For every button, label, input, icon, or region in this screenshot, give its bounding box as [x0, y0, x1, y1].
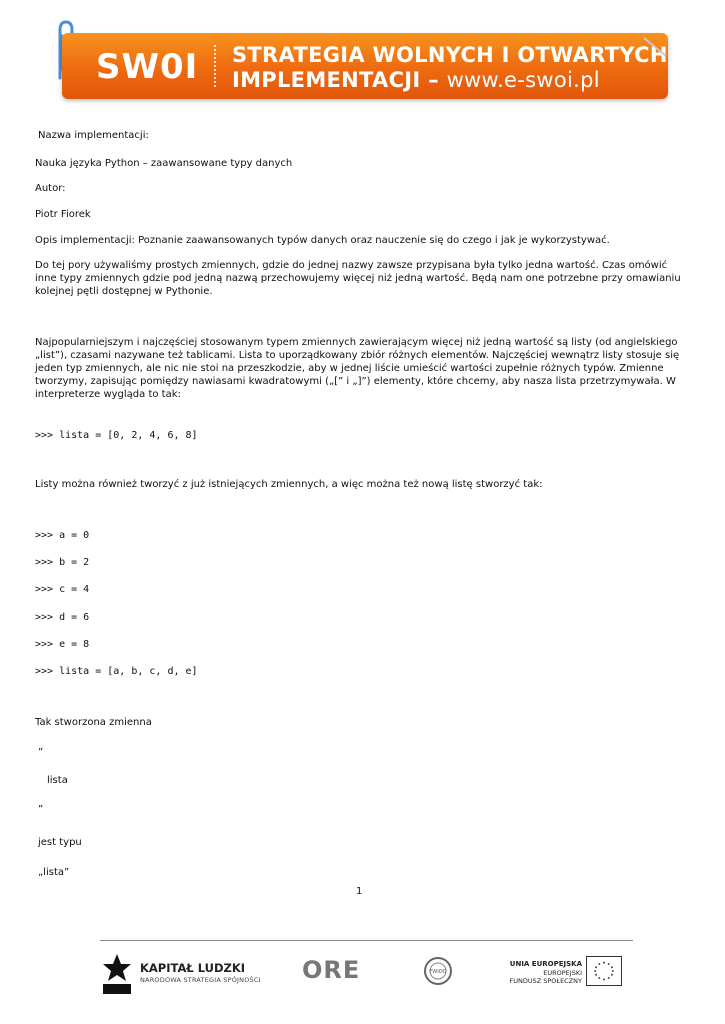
seal-logo — [423, 956, 453, 986]
jest-typu: jest typu — [38, 837, 82, 848]
banner-url: www.e-swoi.pl — [446, 68, 600, 92]
author: Piotr Fiorek — [35, 209, 91, 220]
label-impl-name: Nazwa implementacji: — [38, 130, 149, 141]
code-line: >>> lista = [0, 2, 4, 6, 8] — [35, 430, 198, 441]
banner-title-line1: STRATEGIA WOLNYCH I OTWARTYCH — [232, 43, 668, 67]
impl-name: Nauka języka Python – zaawansowane typy danych — [35, 158, 293, 169]
banner-title-line2 — [232, 68, 600, 92]
label-author: Autor: — [35, 183, 66, 194]
seal-text: FWIOO — [429, 969, 447, 975]
footer-divider — [100, 940, 633, 941]
description: Opis implementacji: Poznanie zaawansowanych typów danych oraz nauczenie się do czego i jak je wykorzystywać. — [35, 235, 610, 246]
code-line: >>> d = 6 — [35, 612, 90, 623]
banner-title-dash: – — [420, 68, 447, 92]
eu-label-line2: EUROPEJSKI — [543, 969, 582, 977]
quote-mark: ” — [38, 804, 44, 815]
code-line: >>> e = 8 — [35, 639, 90, 650]
code-line: >>> c = 4 — [35, 584, 90, 595]
code-line: >>> a = 0 — [35, 530, 90, 541]
pin-icon — [640, 36, 670, 60]
banner-title-impl: IMPLEMENTACJI — [232, 68, 421, 92]
paragraph-2: Najpopularniejszym i najczęściej stosowanym typem zmiennych zawierającym więcej niż jedną wartość są listy (od angielskiego „list”), czasami nazywane też tablicami. Lista to uporządkowany zbiór różnych elementów. Najczęściej wewnątrz listy stosuje się jeden typ zmiennych, ale nic nie stoi na przeszkodzie, aby w jednej liście umieścić wartości zupełnie różnych typów. Zmienne tworzymy, zapisując pomiędzy nawiasami kwadratowymi („[” i „]”) elementy, które chcemy, aby nasza lista przetrzymywała. W interpreterze wygląda to tak: — [35, 337, 680, 400]
paragraph-4: Tak stworzona zmienna — [35, 717, 152, 728]
kapital-ludzki-subtitle: NARODOWA STRATEGIA SPÓJNOŚCI — [140, 976, 261, 984]
header-banner — [62, 33, 668, 99]
eu-label-line1: UNIA EUROPEJSKA — [509, 960, 582, 968]
kapital-ludzki-logo — [100, 950, 134, 996]
code-line: >>> b = 2 — [35, 557, 90, 568]
word-lista: lista — [47, 775, 68, 786]
typ-lista: „lista” — [38, 867, 70, 878]
code-line: >>> lista = [a, b, c, d, e] — [35, 666, 198, 677]
kapital-ludzki-title: KAPITAŁ LUDZKI — [140, 961, 246, 975]
eu-label-line3: FUNDUSZ SPOŁECZNY — [509, 977, 582, 985]
ore-logo: ORE — [302, 956, 361, 984]
page-number: 1 — [356, 886, 363, 897]
quote-mark: ” — [38, 747, 44, 758]
sw0i-logo: SW0I — [96, 47, 199, 87]
paragraph-1: Do tej pory używaliśmy prostych zmiennych, gdzie do jednej nazwy zawsze przypisana była tylko jedna wartość. Czas omówić inne typy zmiennych gdzie pod jedną nazwą przechowujemy więcej niż jedną wartość. Będą nam one potrzebne przy omawianiu kolejnej pętli dostępnej w Pythonie. — [35, 260, 681, 297]
paragraph-3: Listy można również tworzyć z już istniejących zmiennych, a więc można też nową listę stworzyć tak: — [35, 479, 543, 490]
banner-divider — [214, 45, 216, 87]
eu-flag-icon — [586, 956, 622, 986]
